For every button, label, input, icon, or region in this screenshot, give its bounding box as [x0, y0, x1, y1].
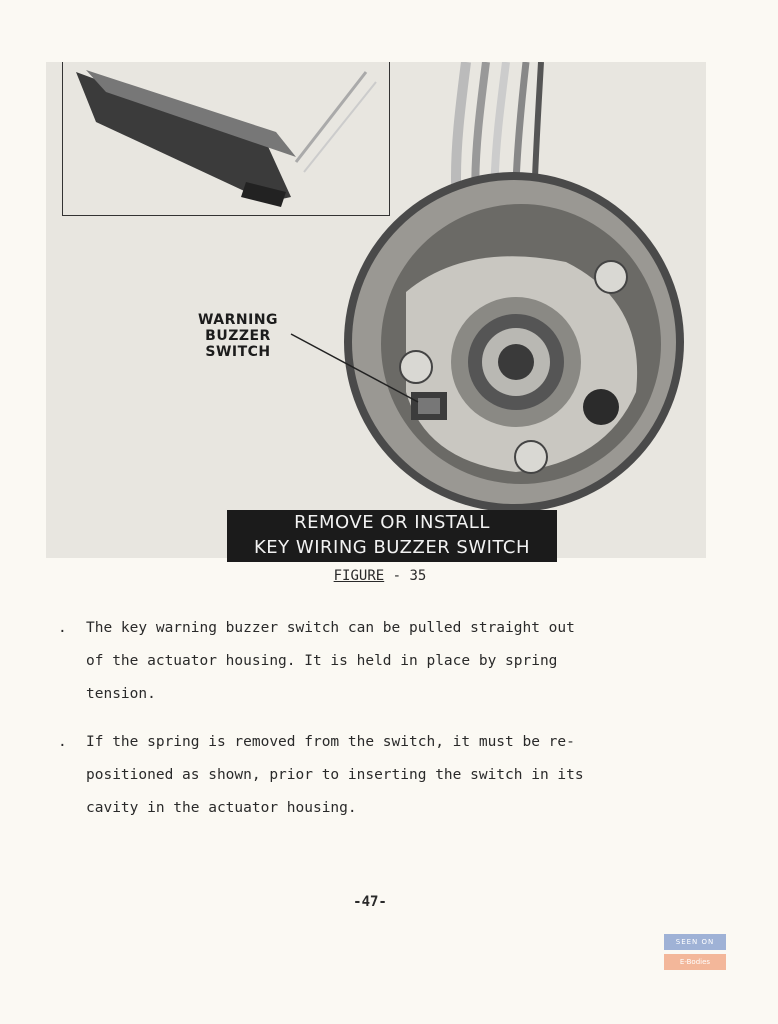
warning-buzzer-switch-callout: [168, 312, 308, 360]
callout-line: WARNING: [197, 312, 279, 328]
paragraph-line: positioned as shown, prior to inserting the switch in its: [86, 767, 584, 783]
paragraph-line: cavity in the actuator housing.: [86, 800, 357, 816]
bullet-marker: .: [58, 734, 67, 750]
paragraph-line: The key warning buzzer switch can be pulled straight out: [86, 620, 575, 636]
figure-word: FIGURE: [333, 568, 385, 584]
figure-caption-box: [227, 510, 557, 562]
bullet-marker: .: [58, 620, 67, 636]
callout-line: SWITCH: [205, 344, 271, 360]
figure-number: - 35: [392, 568, 427, 584]
figure-label: [300, 568, 460, 584]
caption-line: REMOVE OR INSTALL: [294, 512, 490, 533]
paragraph-line: If the spring is removed from the switch, it must be re-: [86, 734, 575, 750]
caption-line: KEY WIRING BUZZER SWITCH: [254, 537, 530, 558]
paragraph-line: tension.: [86, 686, 156, 702]
watermark-logo: [664, 934, 726, 972]
watermark-bottom: E-Bodies: [664, 954, 726, 970]
inset-frame: [62, 62, 390, 216]
actuator-housing: [344, 172, 684, 512]
paragraph-line: of the actuator housing. It is held in place by spring: [86, 653, 558, 669]
callout-line: BUZZER: [205, 328, 271, 344]
page-number: -47-: [353, 894, 387, 910]
watermark-top: SEEN ON: [664, 934, 726, 950]
